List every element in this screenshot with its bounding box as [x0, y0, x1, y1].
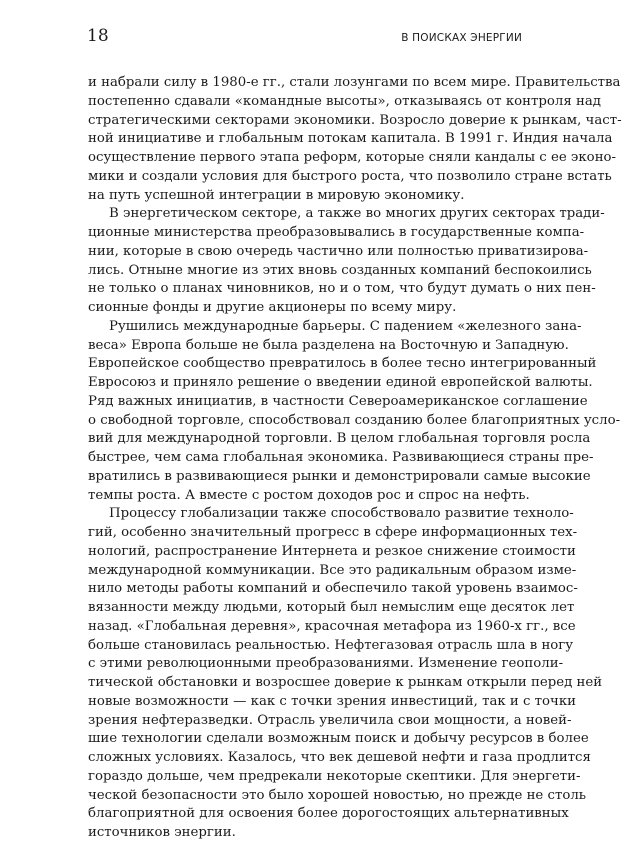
- text-line: темпы роста. А вместе с ростом доходов рос и спрос на нефть.: [88, 487, 530, 503]
- text-line: на путь успешной интеграции в мировую экономику.: [88, 187, 465, 203]
- text-line: сионные фонды и другие акционеры по всему миру.: [88, 300, 457, 315]
- text-line: Ряд важных инициатив, в частности Североамериканское соглашение: [88, 393, 588, 409]
- text-line: больше становилась реальностью. Нефтегазовая отрасль шла в ногу: [88, 637, 574, 653]
- text-line: нологий, распространение Интернета и резкое снижение стоимости: [88, 543, 576, 559]
- text-line: гораздо дольше, чем предрекали некоторые скептики. Для энергети-: [88, 768, 581, 784]
- text-line: назад. «Глобальная деревня», красочная метафора из 1960-х гг., все: [88, 618, 576, 634]
- text-line: тической обстановки и возросшее доверие к рынкам открыли перед ней: [88, 675, 603, 690]
- paragraph-first-line: В энергетическом секторе, а также во многих других секторах тради-: [109, 206, 605, 222]
- text-line: осуществление первого этапа реформ, которые сняли кандалы с ее эконо-: [88, 150, 617, 165]
- text-line: мики и создали условия для быстрого роста, что позволило стране встать: [88, 168, 612, 184]
- text-line: и набрали силу в 1980-е гг., стали лозунгами по всем мире. Правительства: [88, 75, 621, 90]
- text-line: вратились в развивающиеся рынки и демонстрировали самые высокие: [88, 468, 591, 484]
- text-line: не только о планах чиновников, но и о том, что будут думать о них пен-: [88, 281, 596, 297]
- text-line: о свободной торговле, способствовал созданию более благоприятных усло-: [88, 412, 621, 428]
- text-line: с этими революционными преобразованиями. Изменение геополи-: [88, 656, 564, 672]
- text-line: сложных условиях. Казалось, что век дешевой нефти и газа продлится: [88, 750, 591, 765]
- text-line: ционные министерства преобразовывались в государственные компа-: [88, 225, 585, 240]
- text-line: нии, которые в свою очередь частично или полностью приватизирова-: [88, 243, 589, 259]
- text-line: Евросоюз и приняло решение о введении единой европейской валюты.: [88, 375, 593, 390]
- text-line: стратегическими секторами экономики. Возросло доверие к рынкам, част-: [88, 112, 622, 128]
- text-line: международной коммуникации. Все это радикальным образом изме-: [88, 562, 577, 578]
- text-line: быстрее, чем сама глобальная экономика. Развивающиеся страны пре-: [88, 450, 594, 465]
- text-line: ческой безопасности это было хорошей новостью, но прежде не столь: [88, 787, 587, 803]
- page-number: 18: [87, 26, 109, 46]
- text-line: ной инициативе и глобальным потокам капитала. В 1991 г. Индия начала: [88, 131, 613, 147]
- text-line: источников энергии.: [88, 825, 236, 840]
- text-line: веса» Европа больше не была разделена на Восточную и Западную.: [88, 337, 569, 353]
- text-line: гий, особенно значительный прогресс в сфере информационных тех-: [88, 525, 578, 540]
- text-line: благоприятной для освоения более дорогостоящих альтернативных: [88, 806, 569, 822]
- text-line: вязанности между людьми, который был немыслим еще десяток лет: [88, 600, 575, 615]
- running-header-title: В ПОИСКАХ ЭНЕРГИИ: [401, 32, 522, 44]
- text-line: зрения нефтеразведки. Отрасль увеличила свои мощности, а новей-: [88, 712, 572, 728]
- text-line: вий для международной торговли. В целом глобальная торговля росла: [88, 431, 591, 447]
- text-line: шие технологии сделали возможным поиск и добычу ресурсов в более: [88, 731, 589, 747]
- text-line: лись. Отныне многие из этих вновь созданных компаний беспокоились: [88, 262, 592, 278]
- text-line: постепенно сдавали «командные высоты», отказываясь от контроля над: [88, 93, 601, 109]
- body-text: [88, 74, 622, 843]
- text-line: новые возможности — как с точки зрения инвестиций, так и с точки: [88, 693, 576, 709]
- text-line: Европейское сообщество превратилось в более тесно интегрированный: [88, 356, 597, 372]
- paragraph-first-line: Рушились международные барьеры. С падением «железного зана-: [109, 318, 582, 334]
- paragraph-first-line: Процессу глобализации также способствовало развитие техноло-: [109, 506, 574, 522]
- text-line: нило методы работы компаний и обеспечило такой уровень взаимос-: [88, 581, 578, 597]
